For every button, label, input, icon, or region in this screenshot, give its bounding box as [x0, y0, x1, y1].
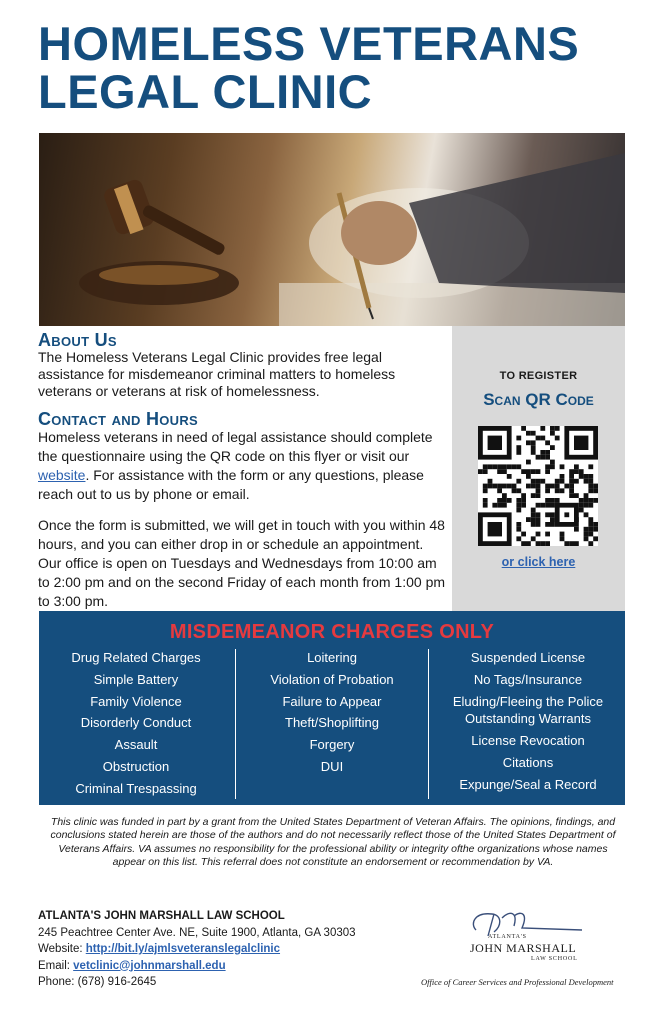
org-website-line — [38, 941, 356, 958]
org-contact-block — [38, 908, 356, 991]
charge-item: Obstruction — [102, 758, 170, 774]
disclaimer-text: This clinic was funded in part by a grant from the United States Department of Veteran Affairs. The opinions, findings, and conclusions stated herein are those of the authors and do not necessarily reflect those of the United States Department of Veterans Affairs. VA assumes no responsibility for the professional ability or integrity ofthe organizations whose names appear on this list. This referral does not constitute an endorsement or recommendation by VA. — [50, 816, 616, 868]
charge-item: Family Violence — [90, 693, 182, 709]
charge-item: Disorderly Conduct — [80, 715, 192, 731]
charge-item: Suspended License — [470, 650, 586, 665]
logo-law-school: LAW SCHOOL — [531, 956, 578, 962]
contact-text — [38, 428, 448, 504]
about-text: The Homeless Veterans Legal Clinic provides free legal assistance for misdemeanor criminal matters to homeless veterans or veterans at risk of homelessness. — [38, 349, 396, 399]
charge-item: Eluding/Fleeing the Police — [452, 693, 604, 709]
org-phone: Phone: (678) 916-2645 — [38, 976, 157, 988]
logo-atlantas: ATLANTA'S — [488, 934, 527, 940]
office-name: Office of Career Services and Professional Development — [421, 977, 614, 987]
charge-item: Outstanding Warrants — [465, 711, 591, 727]
charge-item: Loitering — [307, 650, 357, 665]
logo-name: JOHN MARSHALL — [470, 941, 577, 955]
hours-text: Once the form is submitted, we will get in touch with you within 48 hours, and you can either drop in or schedule an appointment. Our office is open on Tuesdays and Wednesdays from 10:00 am to 2:00 pm and on the second Friday of each month from 1:00 pm to 3:00 pm. — [38, 517, 446, 609]
charge-item: Drug Related Charges — [71, 650, 201, 665]
contact-text-after-link: . For assistance with the form or any questions, please reach out to us by phone or email. — [38, 467, 424, 502]
register-label: TO REGISTER — [499, 370, 578, 382]
charge-item: Citations — [502, 754, 554, 770]
contact-heading: Contact and Hours — [38, 409, 199, 429]
charge-item: Simple Battery — [93, 671, 179, 687]
charge-item: Expunge/Seal a Record — [459, 776, 597, 792]
org-email-link[interactable]: vetclinic@johnmarshall.edu — [73, 959, 226, 972]
charges-column-2 — [235, 649, 429, 799]
charge-item: Failure to Appear — [282, 693, 382, 709]
gavel-icon — [39, 133, 625, 326]
qr-code-icon[interactable] — [478, 426, 598, 546]
org-website-link[interactable]: http://bit.ly/ajmlsveteranslegalclinic — [85, 943, 281, 955]
scan-qr-label: Scan QR Code — [483, 390, 594, 409]
charge-item: Assault — [114, 737, 158, 753]
charges-panel — [39, 611, 625, 805]
charge-item: License Revocation — [471, 733, 585, 749]
org-email-line — [38, 958, 356, 975]
charges-column-3 — [431, 647, 625, 796]
website-link[interactable]: website — [38, 467, 86, 483]
qr-panel — [452, 326, 625, 611]
charge-item: Forgery — [309, 737, 355, 753]
org-name: ATLANTA'S JOHN MARSHALL LAW SCHOOL — [38, 910, 285, 922]
charge-item: No Tags/Insurance — [473, 671, 583, 687]
email-label: Email: — [38, 959, 74, 972]
charge-item: Criminal Trespassing — [75, 780, 197, 796]
charge-item: Violation of Probation — [270, 671, 394, 687]
charge-item: Theft/Shoplifting — [285, 715, 379, 731]
org-address: 245 Peachtree Center Ave. NE, Suite 1900, Atlanta, GA 30303 — [38, 926, 356, 939]
contact-text-before-link: Homeless veterans in need of legal assistance should complete the questionnaire using the QR code on this flyer or visit our — [38, 429, 433, 464]
title-line-1: HOMELESS VETERANS — [38, 17, 580, 70]
about-heading: About Us — [38, 330, 117, 350]
title-line-2: LEGAL CLINIC — [38, 65, 373, 118]
click-here-link[interactable]: or click here — [501, 555, 576, 569]
charges-column-1 — [39, 647, 233, 800]
website-label: Website: — [38, 943, 86, 955]
hero-photo-gavel-pen — [39, 133, 625, 326]
charge-item: DUI — [320, 758, 344, 774]
page-title — [38, 17, 638, 118]
charges-heading: MISDEMEANOR CHARGES ONLY — [169, 621, 495, 643]
